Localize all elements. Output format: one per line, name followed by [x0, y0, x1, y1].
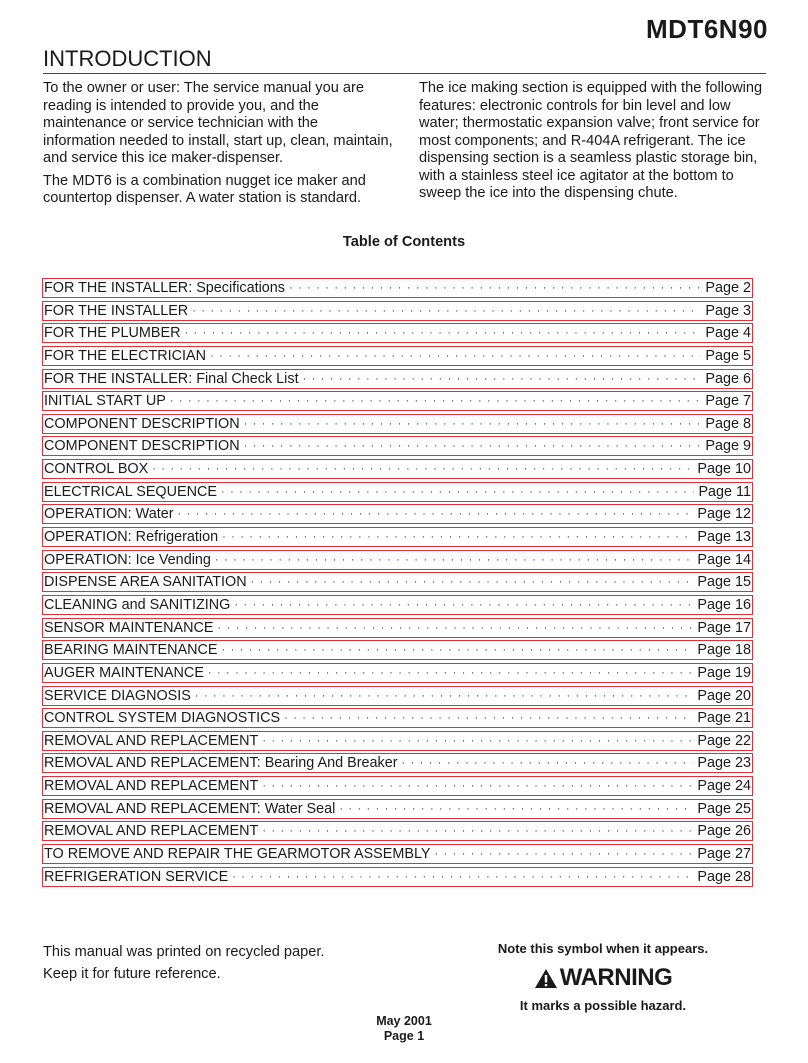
toc-entry-page: Page 13 [697, 529, 751, 546]
toc-dot-leader [262, 779, 693, 793]
toc-entry-page: Page 9 [705, 438, 751, 455]
toc-entry[interactable] [42, 708, 753, 728]
toc-dot-leader [402, 756, 694, 770]
toc-entry-title: SERVICE DIAGNOSIS [44, 687, 191, 704]
print-date: May 2001 [376, 1014, 432, 1028]
toc-entry[interactable] [42, 414, 753, 434]
toc-dot-leader [262, 824, 693, 838]
toc-dot-leader [184, 326, 701, 340]
toc-entry-page: Page 23 [697, 755, 751, 772]
toc-entry[interactable] [42, 436, 753, 456]
toc-entry-page: Page 15 [697, 574, 751, 591]
toc-entry-page: Page 11 [698, 483, 751, 500]
toc-dot-leader [210, 349, 701, 363]
toc-entry[interactable] [42, 799, 753, 819]
toc-dot-leader [178, 507, 694, 521]
toc-entry-page: Page 19 [697, 664, 751, 681]
toc-entry[interactable] [42, 391, 753, 411]
table-of-contents [42, 278, 753, 889]
toc-entry-page: Page 27 [697, 846, 751, 863]
toc-entry[interactable] [42, 369, 753, 389]
intro-paragraph: To the owner or user: The service manual you are reading is intended to provide you, and the maintenance or service technician with the information needed to install, start up, clean, maintain, and service this ice maker-dispenser. [43, 80, 393, 166]
toc-entry[interactable] [42, 301, 753, 321]
toc-entry-page: Page 25 [697, 800, 751, 817]
toc-entry[interactable] [42, 640, 753, 660]
toc-dot-leader [208, 666, 693, 680]
toc-dot-leader [222, 643, 694, 657]
toc-entry[interactable] [42, 278, 753, 298]
recycled-note: This manual was printed on recycled paper. [43, 944, 325, 960]
toc-dot-leader [222, 530, 693, 544]
toc-entry[interactable] [42, 504, 753, 524]
toc-dot-leader [215, 553, 693, 567]
warning-legend [468, 941, 738, 1013]
toc-dot-leader [221, 485, 694, 499]
toc-dot-leader [289, 281, 701, 295]
toc-entry-title: REMOVAL AND REPLACEMENT [44, 823, 259, 840]
toc-dot-leader [303, 372, 702, 386]
toc-dot-leader [232, 870, 693, 884]
toc-entry-title: REFRIGERATION SERVICE [44, 868, 229, 885]
toc-entry[interactable] [42, 686, 753, 706]
page-footer [0, 1014, 808, 1044]
toc-entry-title: REMOVAL AND REPLACEMENT [44, 778, 259, 795]
toc-entry-title: FOR THE INSTALLER: Final Check List [44, 370, 299, 387]
toc-entry-page: Page 5 [705, 347, 751, 364]
toc-entry[interactable] [42, 595, 753, 615]
toc-entry-title: FOR THE INSTALLER: Specifications [44, 280, 285, 296]
toc-entry-title: DISPENSE AREA SANITATION [44, 574, 247, 591]
toc-entry-page: Page 21 [697, 710, 751, 727]
toc-entry-title: COMPONENT DESCRIPTION [44, 438, 240, 455]
intro-left-column [43, 80, 393, 213]
toc-dot-leader [435, 847, 694, 861]
toc-entry[interactable] [42, 346, 753, 366]
model-number: MDT6N90 [646, 14, 768, 44]
toc-entry-page: Page 16 [697, 596, 751, 613]
toc-entry-page: Page 4 [705, 325, 751, 342]
warning-label-block [534, 964, 673, 992]
intro-right-column [419, 80, 769, 208]
toc-dot-leader [218, 621, 694, 635]
toc-entry-title: SENSOR MAINTENANCE [44, 619, 214, 636]
toc-entry-title: REMOVAL AND REPLACEMENT: Bearing And Breaker [44, 755, 398, 772]
toc-title: Table of Contents [342, 234, 466, 250]
toc-entry-title: FOR THE ELECTRICIAN [44, 347, 207, 364]
page-number: Page 1 [383, 1029, 425, 1043]
toc-entry-page: Page 3 [705, 302, 751, 319]
toc-entry-title: OPERATION: Water [44, 506, 174, 523]
toc-entry-page: Page 2 [705, 280, 751, 296]
toc-entry[interactable] [42, 753, 753, 773]
intro-paragraph: The ice making section is equipped with the following features: electronic controls for bin level and low water; thermostatic expansion valve; front service for most components; and R-404A refrigerant. The ice dispensing section is a seamless plastic storage bin, with a stainless steel ice agitator at the bottom to sweep the ice into the dispensing chute. [419, 80, 763, 201]
toc-entry[interactable] [42, 527, 753, 547]
toc-entry-page: Page 28 [697, 868, 751, 885]
toc-entry-page: Page 26 [697, 823, 751, 840]
toc-entry[interactable] [42, 618, 753, 638]
toc-entry-title: INITIAL START UP [44, 393, 166, 410]
toc-entry-page: Page 6 [705, 370, 751, 387]
toc-entry-title: TO REMOVE AND REPAIR THE GEARMOTOR ASSEMBLY [44, 846, 431, 863]
toc-dot-leader [234, 598, 693, 612]
intro-paragraph: The MDT6 is a combination nugget ice maker and countertop dispenser. A water station is standard. [43, 172, 366, 206]
toc-entry-title: FOR THE INSTALLER [44, 302, 189, 319]
toc-dot-leader [195, 689, 693, 703]
toc-entry[interactable] [42, 550, 753, 570]
toc-dot-leader [262, 734, 693, 748]
toc-entry[interactable] [42, 572, 753, 592]
toc-entry[interactable] [42, 821, 753, 841]
toc-entry[interactable] [42, 731, 753, 751]
toc-entry-title: CONTROL SYSTEM DIAGNOSTICS [44, 710, 281, 727]
toc-entry-title: ELECTRICAL SEQUENCE [44, 483, 217, 500]
keep-note: Keep it for future reference. [43, 966, 221, 982]
toc-entry-page: Page 8 [705, 415, 751, 432]
toc-entry[interactable] [42, 867, 753, 887]
toc-entry[interactable] [42, 482, 753, 502]
warning-label: WARNING [559, 964, 673, 991]
toc-entry-title: FOR THE PLUMBER [44, 325, 181, 342]
toc-dot-leader [244, 417, 702, 431]
toc-entry[interactable] [42, 776, 753, 796]
toc-entry[interactable] [42, 844, 753, 864]
toc-entry-title: AUGER MAINTENANCE [44, 664, 204, 681]
toc-entry[interactable] [42, 323, 753, 343]
toc-entry-page: Page 18 [697, 642, 751, 659]
toc-entry-page: Page 24 [697, 778, 751, 795]
toc-entry-page: Page 14 [697, 551, 751, 568]
toc-entry-title: REMOVAL AND REPLACEMENT [44, 732, 259, 749]
toc-entry-title: REMOVAL AND REPLACEMENT: Water Seal [44, 800, 336, 817]
toc-entry-page: Page 22 [697, 732, 751, 749]
toc-entry-page: Page 7 [705, 393, 751, 410]
toc-entry-title: CONTROL BOX [44, 461, 149, 478]
toc-entry-title: BEARING MAINTENANCE [44, 642, 218, 659]
symbol-note: Note this symbol when it appears. [497, 941, 709, 956]
hazard-note: It marks a possible hazard. [519, 997, 687, 1013]
toc-entry-title: OPERATION: Ice Vending [44, 551, 211, 568]
toc-entry-page: Page 10 [697, 461, 751, 478]
toc-entry-page: Page 17 [697, 619, 751, 636]
toc-entry-page: Page 20 [697, 687, 751, 704]
toc-entry-title: OPERATION: Refrigeration [44, 529, 219, 546]
toc-dot-leader [284, 711, 693, 725]
toc-dot-leader [192, 304, 701, 318]
section-title: INTRODUCTION [43, 46, 766, 74]
toc-dot-leader [170, 394, 702, 408]
toc-dot-leader [339, 802, 693, 816]
toc-entry-title: COMPONENT DESCRIPTION [44, 415, 240, 432]
toc-entry-title: CLEANING and SANITIZING [44, 596, 231, 613]
toc-entry[interactable] [42, 459, 753, 479]
footer-notes [43, 941, 325, 985]
toc-dot-leader [244, 439, 702, 453]
toc-dot-leader [152, 462, 693, 476]
toc-entry[interactable] [42, 663, 753, 683]
warning-triangle-icon [534, 968, 558, 989]
toc-dot-leader [251, 575, 694, 589]
toc-entry-page: Page 12 [697, 506, 751, 523]
